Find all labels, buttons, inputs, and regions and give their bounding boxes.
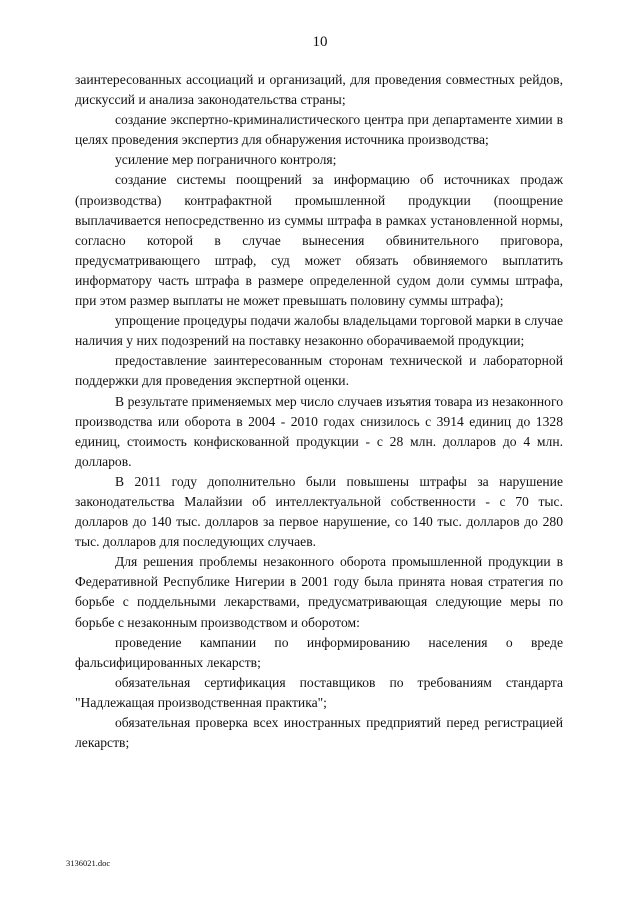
paragraph: обязательная проверка всех иностранных предприятий перед регистрацией лекарств; — [75, 715, 563, 751]
paragraph: усиление мер пограничного контроля; — [115, 152, 337, 168]
page-number: 10 — [312, 34, 328, 50]
paragraph: создание экспертно-криминалистического центра при департаменте химии в целях проведения экспертиз для обнаружения источника производства; — [75, 112, 563, 148]
paragraph: упрощение процедуры подачи жалобы владельцами торговой марки в случае наличия у них подозрений на поставку незаконно оборачиваемой продукции; — [75, 313, 563, 349]
paragraph: предоставление заинтересованным сторонам технической и лабораторной поддержки для проведения экспертной оценки. — [75, 353, 563, 389]
document-body — [75, 70, 563, 753]
paragraph: обязательная сертификация поставщиков по требованиям стандарта "Надлежащая производственная практика"; — [75, 674, 563, 710]
paragraph: В результате применяемых мер число случаев изъятия товара из незаконного производства или оборота в 2004 - 2010 годах снизилось с 3914 единиц до 1328 единиц, стоимость конфискованной продукции - с 28 млн. долларов до 4 млн. долларов. — [75, 393, 563, 469]
footer-filename: 3136021.doc — [66, 858, 111, 868]
paragraph: заинтересованных ассоциаций и организаций, для проведения совместных рейдов, дискуссий и анализа законодательства страны; — [75, 72, 563, 108]
paragraph: В 2011 году дополнительно были повышены штрафы за нарушение законодательства Малайзии об интеллектуальной собственности - с 70 тыс. долларов до 140 тыс. долларов за первое нарушение, со 140 тыс. долларов до 280 тыс. долларов для последующих случаев. — [75, 473, 563, 550]
paragraph: Для решения проблемы незаконного оборота промышленной продукции в Федеративной Республике Нигерии в 2001 году была принята новая стратегия по борьбе с поддельными лекарствами, предусматривающая следующие меры по борьбе с незаконным производством и оборотом: — [75, 554, 563, 630]
paragraph: создание системы поощрений за информацию об источниках продаж (производства) контрафактной промышленной продукции (поощрение выплачивается непосредственно из суммы штрафа в рамках установленной нормы, согласно которой в случае вынесения обвинительного приговора, предусматривающего штраф, суд может обязать обвиняемого выплатить информатору часть штрафа в размере определенной судом доли суммы штрафа, при этом размер выплаты не может превышать половину суммы штрафа); — [75, 172, 563, 309]
paragraph: проведение кампании по информированию населения о вреде фальсифицированных лекарств; — [75, 634, 563, 670]
